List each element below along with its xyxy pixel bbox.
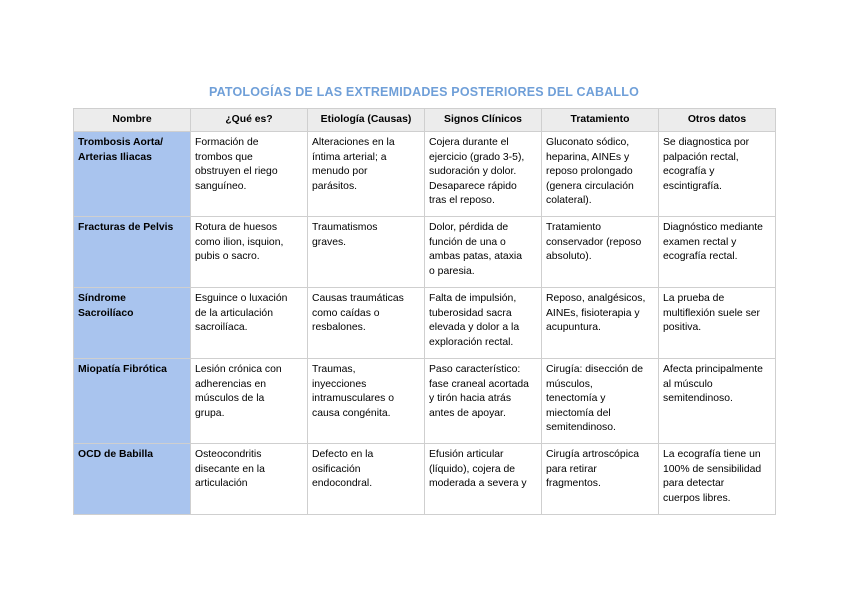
cell-line: Efusión articular [429,449,504,460]
table-body [74,132,776,515]
cell-line: Falta de impulsión, [429,293,517,304]
cell-line: tuberosidad sacra [429,307,512,319]
cell-line: ambas patas, ataxia [429,251,522,263]
cell-line: o paresia. [429,265,475,277]
cell-line: Osteocondritis [195,449,262,460]
cell-etiologia [308,217,425,288]
cell-line: (líquido), cojera de [429,463,516,475]
table-header-row [74,109,776,132]
header-etiologia: Etiología (Causas) [308,109,425,132]
cell-tratamiento [542,444,659,515]
header-tratamiento: Tratamiento [542,109,659,132]
cell-line: disecante en la [195,463,265,475]
cell-line: para detectar [663,478,725,490]
cell-line: fase craneal acortada [429,378,529,390]
cell-line: Rotura de huesos [195,222,278,233]
cell-line: cuerpos libres. [663,492,731,504]
cell-line: músculos, [546,378,593,390]
table-row [74,288,776,359]
cell-tratamiento [542,217,659,288]
cell-signos-clinicos [425,288,542,359]
cell-line: ejercicio (grado 3-5), [429,151,525,163]
cell-line: Afecta principalmente [663,364,763,375]
cell-line: Traumatismos [312,222,378,233]
cell-etiologia [308,359,425,444]
cell-line: tenectomía y [546,393,606,405]
cell-line: OCD de Babilla [78,449,154,460]
cell-line: como ilion, isquion, [195,236,284,248]
cell-line: elevada y dolor a la [429,322,520,334]
cell-line: sacroilíaca. [195,322,248,334]
cell-line: obstruyen el riego [195,166,278,178]
cell-line: fragmentos. [546,478,601,490]
header-signos-clinicos: Signos Clínicos [425,109,542,132]
cell-line: Desaparece rápido [429,180,517,192]
cell-otros-datos [659,288,776,359]
cell-line: inyecciones [312,378,367,390]
cell-line: Fracturas de Pelvis [78,222,174,233]
cell-line: Cirugía: disección de [546,364,644,375]
table-row [74,359,776,444]
cell-line: sanguíneo. [195,180,247,192]
cell-line: Defecto en la [312,449,374,460]
cell-line: conservador (reposo [546,236,642,248]
cell-line: menudo por [312,166,368,178]
cell-line: absoluto). [546,251,592,263]
cell-line: Paso característico: [429,364,521,375]
cell-nombre [74,444,191,515]
cell-que-es [191,288,308,359]
cell-line: íntima arterial; a [312,151,387,163]
cell-line: Lesión crónica con [195,364,282,375]
cell-line: Dolor, pérdida de [429,222,509,233]
cell-nombre [74,217,191,288]
cell-line: resbalones. [312,322,366,334]
cell-line: Sacroilíaco [78,307,134,319]
cell-signos-clinicos [425,132,542,217]
cell-line: escintigrafía. [663,180,722,192]
cell-line: osificación [312,463,361,475]
cell-line: al músculo [663,378,713,390]
cell-line: ecografía rectal. [663,251,738,263]
cell-line: grupa. [195,407,225,419]
cell-line: como caídas o [312,307,380,319]
table-row [74,217,776,288]
cell-nombre [74,288,191,359]
cell-que-es [191,359,308,444]
cell-line: Se diagnostica por [663,137,750,148]
cell-line: Cojera durante el [429,137,509,148]
cell-line: trombos que [195,151,253,163]
cell-signos-clinicos [425,444,542,515]
cell-line: graves. [312,236,347,248]
header-que-es: ¿Qué es? [191,109,308,132]
cell-line: La prueba de [663,293,725,304]
cell-line: Reposo, analgésicos, [546,293,646,304]
cell-line: Diagnóstico mediante [663,222,763,233]
cell-line: tras el reposo. [429,195,495,207]
cell-nombre [74,132,191,217]
cell-otros-datos [659,217,776,288]
cell-otros-datos [659,359,776,444]
cell-line: causa congénita. [312,407,391,419]
cell-line: exploración rectal. [429,336,514,348]
cell-line: Alteraciones en la [312,137,395,148]
cell-line: colateral). [546,195,592,207]
cell-que-es [191,132,308,217]
cell-otros-datos [659,132,776,217]
cell-line: Trombosis Aorta/ [78,137,164,148]
cell-line: de la articulación [195,307,273,319]
cell-line: (genera circulación [546,180,634,192]
cell-line: examen rectal y [663,236,737,248]
cell-etiologia [308,444,425,515]
header-otros-datos: Otros datos [659,109,776,132]
cell-line: AINEs, fisioterapia y [546,307,640,319]
cell-line: Traumas, [312,364,356,375]
cell-line: Formación de [195,137,259,148]
cell-line: semitendinoso. [663,393,733,405]
table-row [74,444,776,515]
cell-nombre [74,359,191,444]
cell-tratamiento [542,288,659,359]
cell-line: 100% de sensibilidad [663,463,762,475]
cell-line: multiflexión suele ser [663,307,761,319]
cell-line: Síndrome [78,293,126,304]
cell-line: Arterias Iliacas [78,151,152,163]
cell-etiologia [308,288,425,359]
cell-line: sudoración y dolor. [429,166,517,178]
document-title: PATOLOGÍAS DE LAS EXTREMIDADES POSTERIORES DEL CABALLO [208,85,640,99]
cell-etiologia [308,132,425,217]
cell-que-es [191,217,308,288]
cell-line: Gluconato sódico, [546,137,630,148]
cell-line: antes de apoyar. [429,407,506,419]
cell-line: músculos de la [195,393,265,405]
cell-line: endocondral. [312,478,373,490]
cell-line: intramusculares o [312,393,395,405]
cell-tratamiento [542,132,659,217]
cell-line: positiva. [663,322,702,334]
pathologies-table [73,108,776,515]
cell-line: Causas traumáticas [312,293,404,304]
cell-line: reposo prolongado [546,166,633,178]
cell-line: para retirar [546,463,597,475]
cell-tratamiento [542,359,659,444]
cell-signos-clinicos [425,217,542,288]
cell-otros-datos [659,444,776,515]
cell-line: articulación [195,478,248,490]
cell-line: Esguince o luxación [195,293,288,304]
cell-line: Miopatía Fibrótica [78,364,167,375]
table-row [74,132,776,217]
cell-line: adherencias en [195,378,267,390]
cell-line: semitendinoso. [546,422,616,434]
cell-que-es [191,444,308,515]
cell-line: función de una o [429,236,506,248]
cell-line: Cirugía artroscópica [546,449,639,460]
cell-line: Tratamiento [546,222,602,233]
cell-line: parásitos. [312,180,358,192]
cell-line: acupuntura. [546,322,601,334]
header-nombre: Nombre [74,109,191,132]
cell-signos-clinicos [425,359,542,444]
cell-line: La ecografía tiene un [663,449,761,460]
cell-line: pubis o sacro. [195,251,260,263]
cell-line: y tirón hacia atrás [429,393,512,405]
cell-line: heparina, AINEs y [546,151,630,163]
cell-line: palpación rectal, [663,151,739,163]
cell-line: miectomía del [546,407,611,419]
cell-line: moderada a severa y [429,478,527,490]
cell-line: ecografía y [663,166,715,178]
